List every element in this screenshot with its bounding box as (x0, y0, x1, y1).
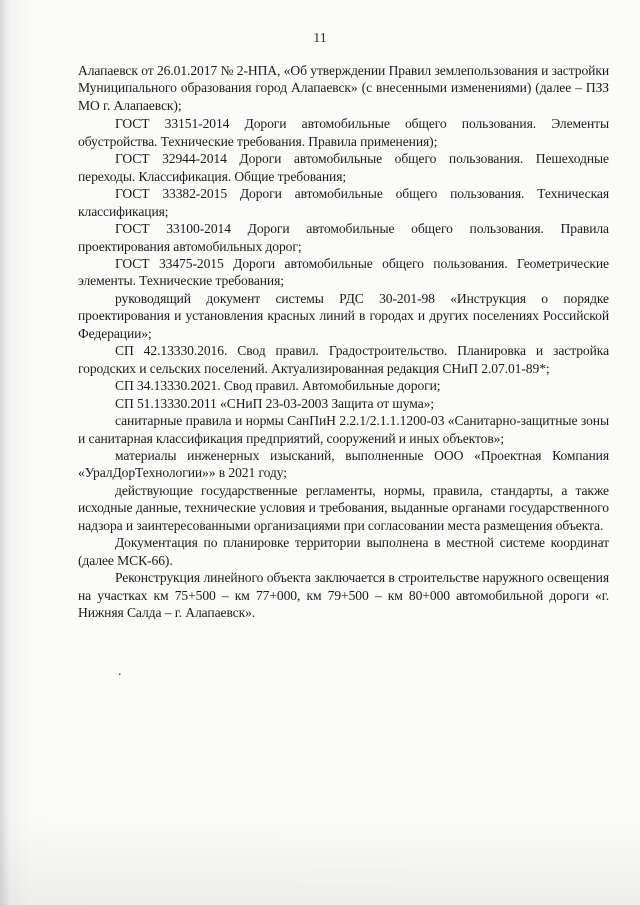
paragraph: действующие государственные регламенты, нормы, правила, стандарты, а также исходные данные, технические условия и требования, выданные органами государственного надзора и заинтересованными организациями при согласовании места размещения объекта. (78, 482, 609, 533)
paragraph: СП 51.13330.2011 «СНиП 23-03-2003 Защита от шума»; (115, 395, 435, 411)
paragraph: ГОСТ 33382-2015 Дороги автомобильные общего пользования. Техническая классификация; (78, 186, 609, 219)
paragraph: Реконструкция линейного объекта заключается в строительстве наружного освещения на участках км 75+500 – км 77+000, км 79+500 – км 80+000 автомобильной дороги «г. Нижняя Салда – г. Алапаевск». (78, 570, 609, 621)
document-body (78, 62, 609, 622)
page-shadow (0, 815, 640, 905)
paragraph: СП 42.13330.2016. Свод правил. Градостроительство. Планировка и застройка городских и сельских поселений. Актуализированная редакция СНиП 2.07.01-89*; (78, 343, 609, 376)
trailing-mark: . (118, 664, 122, 679)
paragraph: СП 34.13330.2021. Свод правил. Автомобильные дороги; (115, 378, 441, 394)
paragraph: ГОСТ 33475-2015 Дороги автомобильные общего пользования. Геометрические элементы. Технические требования; (78, 255, 609, 289)
paragraph: руководящий документ системы РДС 30-201-98 «Инструкция о порядке проектирования и установления красных линий в городах и других поселениях Российской Федерации»; (78, 290, 609, 341)
page-number: 11 (313, 31, 327, 46)
paragraph: санитарные правила и нормы СанПиН 2.2.1/2.1.1.1200-03 «Санитарно-защитные зоны и санитарная классификация предприятий, сооружений и иных объектов»; (78, 413, 609, 446)
paragraph: Документация по планировке территории выполнена в местной системе координат (далее МСК-66). (78, 535, 609, 568)
paragraph: ГОСТ 32944-2014 Дороги автомобильные общего пользования. Пешеходные переходы. Классификация. Общие требования; (78, 151, 609, 184)
paragraph: ГОСТ 33100-2014 Дороги автомобильные общего пользования. Правила проектирования автомобильных дорог; (78, 221, 609, 254)
paragraph: Алапаевск от 26.01.2017 № 2-НПА, «Об утверждении Правил землепользования и застройки Муниципального образования город Алапаевск» (с внесенными изменениями) (далее – ПЗЗ МО г. Алапаевск); (78, 63, 609, 113)
paragraph: ГОСТ 33151-2014 Дороги автомобильные общего пользования. Элементы обустройства. Технические требования. Правила применения); (78, 116, 609, 149)
paragraph: материалы инженерных изысканий, выполненные ООО «Проектная Компания «УралДорТехнологии»» в 2021 году; (78, 447, 609, 481)
